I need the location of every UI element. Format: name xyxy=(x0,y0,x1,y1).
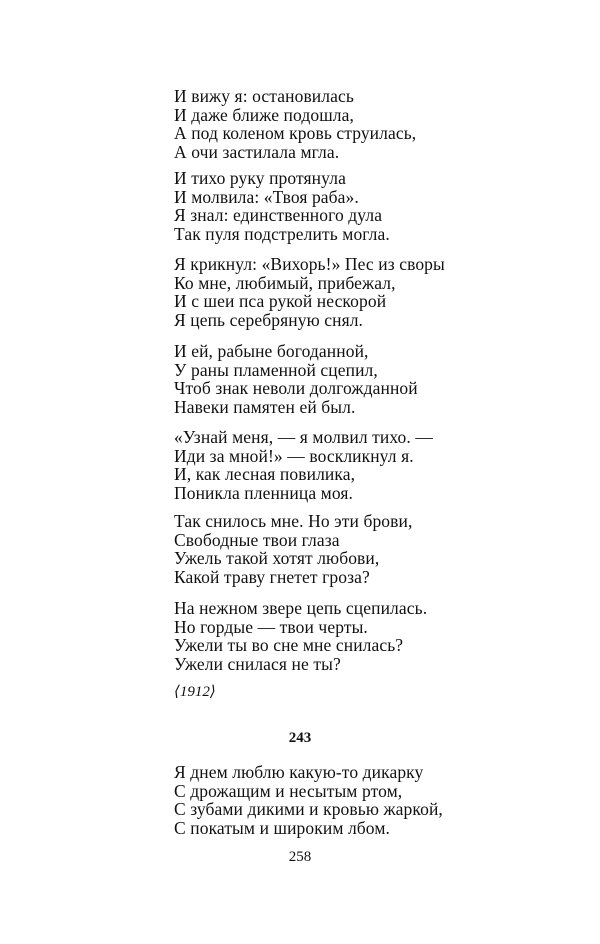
poem-date: ⟨1912⟩ xyxy=(174,684,216,700)
verse-line: Я знал: единственного дула xyxy=(174,205,383,225)
verse-line: Так снилось мне. Но эти брови, xyxy=(174,511,413,531)
poem-stanza-6 xyxy=(174,512,594,586)
verse-line: Ко мне, любимый, прибежал, xyxy=(174,272,396,293)
poem-number: 243 xyxy=(288,730,312,746)
verse-line: Я крикнул: «Вихорь!» Пес из своры xyxy=(174,254,445,274)
verse-line: Чтоб знак неволи долгожданной xyxy=(174,378,418,398)
poem-stanza-4 xyxy=(174,342,594,416)
verse-line: Я цепь серебряную снял. xyxy=(174,309,364,330)
verse-line: И даже ближе подошла, xyxy=(174,104,354,125)
verse-line: А очи застилала мгла. xyxy=(174,141,340,162)
verse-line: С дрожащим и несытым ртом, xyxy=(174,780,403,801)
verse-line: Так пуля подстрелить могла. xyxy=(174,223,390,244)
verse-line: «Узнай меня, — я молвил тихо. — xyxy=(174,427,433,447)
poem-stanza-1 xyxy=(174,87,594,161)
verse-line: У раны пламенной сцепил, xyxy=(174,359,378,380)
verse-line: Какой траву гнетет гроза? xyxy=(174,566,370,587)
verse-line: Ужель такой хотят любови, xyxy=(174,548,380,568)
verse-line: И молвила: «Твоя раба». xyxy=(174,186,359,207)
verse-line: Навеки памятен ей был. xyxy=(174,396,356,417)
verse-line: Иди за мной!» — воскликнул я. xyxy=(174,445,414,466)
poem-stanza-3 xyxy=(174,255,594,329)
poem2-stanza-1 xyxy=(174,763,594,837)
verse-line: И с шеи пса рукой нескорой xyxy=(174,291,387,311)
verse-line: Я днем люблю какую-то дикарку xyxy=(174,762,424,782)
verse-line: С зубами дикими и кровью жаркой, xyxy=(174,799,443,819)
verse-line: Свободные твои глаза xyxy=(174,529,340,550)
page-number: 258 xyxy=(288,849,312,865)
poem-stanza-2 xyxy=(174,169,594,243)
verse-line: Ужели снилася не ты? xyxy=(174,653,341,674)
poem-stanza-7 xyxy=(174,599,594,673)
verse-line: И тихо руку протянула xyxy=(174,168,346,188)
verse-line: Ужели ты во сне мне снилась? xyxy=(174,635,404,655)
verse-line: И ей, рабыне богоданной, xyxy=(174,341,369,361)
verse-line: Поникла пленница моя. xyxy=(174,482,353,503)
verse-line: И, как лесная повилика, xyxy=(174,464,356,484)
verse-line: Но гордые — твои черты. xyxy=(174,616,368,637)
verse-line: А под коленом кровь струилась, xyxy=(174,123,417,143)
verse-line: На нежном звере цепь сцепилась. xyxy=(174,598,428,618)
poem-stanza-5 xyxy=(174,428,594,502)
verse-line: С покатым и широким лбом. xyxy=(174,817,390,838)
verse-line: И вижу я: остановилась xyxy=(174,86,354,106)
